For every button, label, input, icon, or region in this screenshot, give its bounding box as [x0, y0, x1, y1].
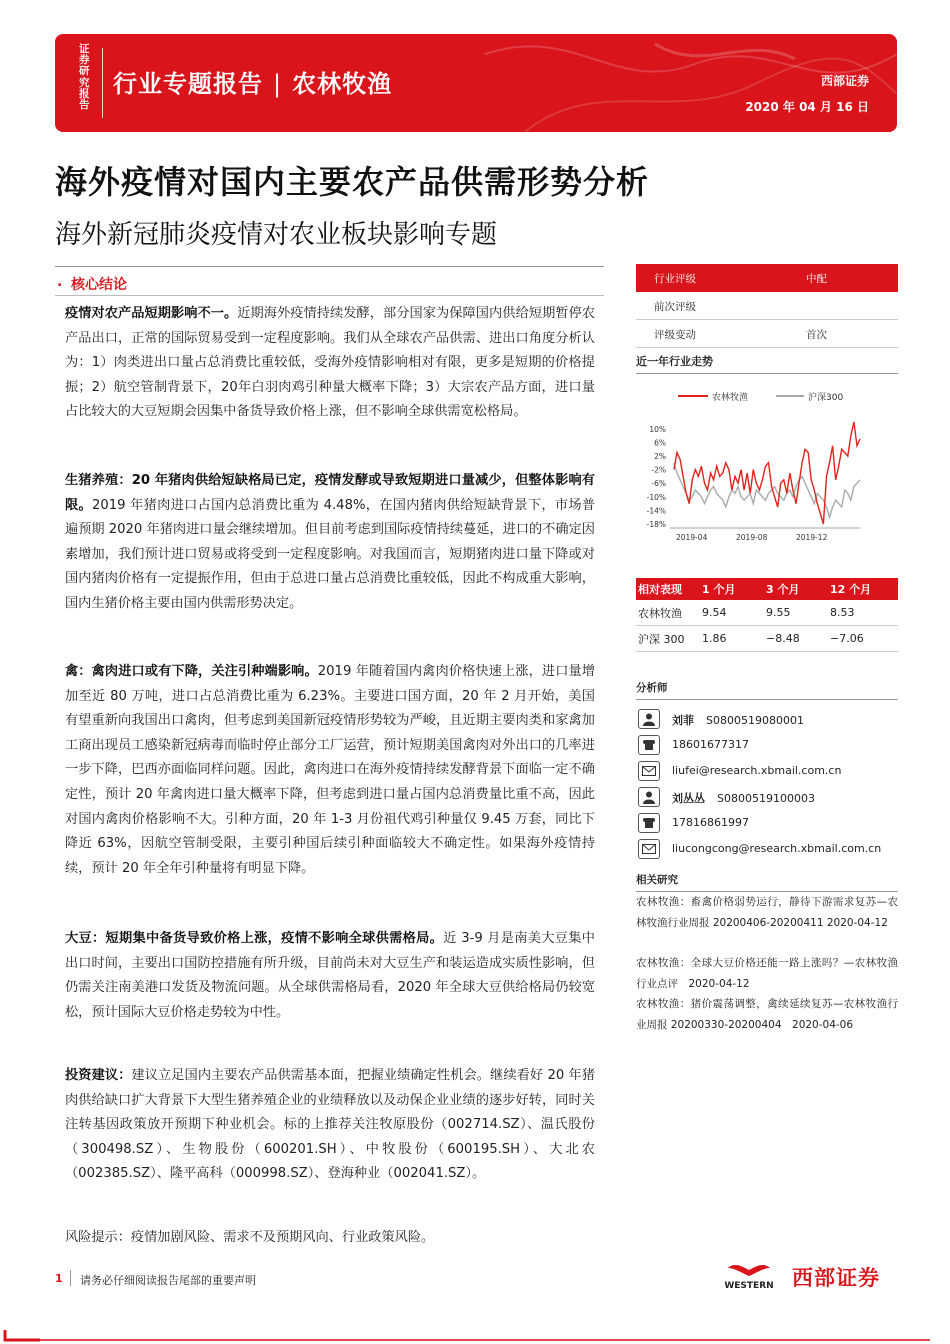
report-type: 行业专题报告	[113, 70, 263, 98]
x-tick-label: 2019-08	[736, 533, 768, 542]
analyst-email[interactable]: liucongcong@research.xbmail.com.cn	[672, 842, 882, 855]
paragraph-body: 建议立足国内主要农产品供需基本面，把握业绩确定性机会。继续看好 20 年猪肉供给缺口扩大背景下大型生猪养殖企业的业绩释放以及动保企业业绩的逐步好转，同时关注转基因政策放开预期下种业机会。标的上推荐关注牧原股份（002714.SZ）、温氏股份（300498.SZ）、生物股份（600201.SH）、中牧股份（600195.SH）、大北农（002385.SZ）、隆平高科（000998.SZ）、登海种业（002041.SZ）。	[65, 1068, 595, 1182]
paragraph-body: 近 3-9 月是南美大豆集中出口时间，主要出口国防控措施有所升级，目前尚未对大豆生产和装运造成实质性影响，但仍需关注南美港口发货及物流问题。从全球供需格局看，2020 年全球大豆供给格局仍较宽松，预计国际大豆价格走势较为中性。	[65, 931, 595, 1020]
paragraph-lead: 生猪养殖：20 年猪肉供给短缺格局已定，疫情发酵或导致短期进口量减少，但整体影响有限。	[65, 473, 595, 513]
header-cell: 1 个月	[702, 583, 736, 596]
y-tick-label: 2%	[654, 452, 666, 461]
page-number: 1	[55, 1272, 63, 1285]
legend-label-hs300: 沪深300	[808, 393, 844, 403]
paragraph-pig	[65, 469, 595, 617]
rating-value: 首次	[806, 329, 827, 341]
person-icon	[638, 787, 660, 807]
rating-row	[636, 292, 898, 320]
series	[674, 422, 860, 524]
paragraph-body: 2019 年猪肉进口占国内总消费比重为 4.48%，在国内猪肉供给短缺背景下，市场普遍预期 2020 年猪肉进口量会继续增加。但目前考虑到国际疫情持续蔓延，进口的不确定因素增加，我们预计进口贸易或将受到一定程度影响。对我国而言，短期猪肉进口量下降或对国内猪肉价格有一定提振作用，但由于总进口量占总消费比重较低，因此不构成重大影响，国内生猪价格主要由国内供需形势决定。	[65, 497, 596, 611]
analyst-name-row	[636, 708, 898, 732]
table-row	[636, 626, 898, 652]
related-item[interactable]: 农林牧渔：畜禽价格弱势运行，静待下游需求复苏—农林牧渔行业周报 20200406-20200411 2020-04-12	[636, 896, 898, 929]
rating-table	[636, 264, 898, 348]
analyst-info	[672, 712, 804, 728]
table-cell: 9.55	[766, 606, 791, 619]
analyst-info	[672, 790, 815, 806]
firm-name: 西部证券	[820, 74, 869, 88]
industry-name: 农林牧渔	[292, 70, 393, 98]
paragraph-lead: 疫情对农产品短期影响不一。	[65, 306, 238, 321]
analyst-phone-row	[636, 812, 898, 836]
trend-chart	[636, 378, 898, 550]
analyst-name-row	[636, 786, 898, 810]
analyst-phone: 17816861997	[672, 816, 749, 829]
report-type-title	[113, 64, 392, 99]
table-cell: 9.54	[702, 606, 727, 619]
legend	[678, 391, 843, 403]
y-tick-label: 10%	[649, 424, 666, 434]
y-tick-label: 6%	[654, 438, 666, 448]
performance-table	[636, 578, 898, 652]
person-icon	[638, 709, 660, 729]
table-cell: 1.86	[702, 632, 727, 645]
analyst-name: 刘菲	[672, 714, 694, 727]
sub-title: 海外新冠肺炎疫情对农业板块影响专题	[55, 220, 498, 250]
paragraph-lead: 大豆：短期集中备货导致价格上涨，疫情不影响全球供需格局。	[65, 931, 444, 946]
report-class-label: 证券研究报告	[79, 43, 90, 112]
rating-key: 评级变动	[654, 329, 696, 341]
y-tick-label: -2%	[651, 465, 666, 475]
paragraph-body: 近期海外疫情持续发酵，部分国家为保障国内供给短期暂停农产品出口，正常的国际贸易受到一定程度影响。我们从全球农产品供需、进出口角度分析认为：1）肉类进出口量占总消费比重较低，受海外疫情影响相对有限，更多是短期的价格提振；2）航空管制背景下，20年白羽肉鸡引种量大概率下降；3）大宗农产品方面，进口量占比较大的大豆短期会因集中备货导致价格上涨，但不影响全球供需宽松格局。	[65, 306, 596, 420]
core-conclusion-header	[55, 266, 604, 296]
email-icon	[638, 761, 660, 781]
table-cell: 8.53	[830, 606, 855, 619]
analyst-email[interactable]: liufei@research.xbmail.com.cn	[672, 764, 842, 777]
header-banner	[55, 34, 897, 132]
analyst-title: 分析师	[636, 680, 898, 700]
performance-header	[636, 578, 898, 600]
phone-icon	[638, 735, 660, 755]
header-divider	[102, 48, 103, 118]
x-axis	[676, 533, 828, 542]
footer-brand: 西部证券	[792, 1266, 880, 1290]
analyst-email-row	[636, 760, 898, 784]
title-separator: |	[273, 70, 283, 98]
rating-row	[636, 320, 898, 348]
x-tick-label: 2019-04	[676, 533, 708, 542]
x-tick-label: 2019-12	[796, 533, 828, 542]
core-conclusion-label: 核心结论	[71, 277, 127, 293]
paragraph-risk: 风险提示：疫情加剧风险、需求不及预期风向、行业政策风险。	[65, 1230, 435, 1245]
paragraph-impact	[65, 302, 595, 425]
analyst-phone-row	[636, 734, 898, 758]
table-cell: 沪深 300	[638, 632, 685, 646]
report-date: 2020 年 04 月 16 日	[745, 100, 869, 114]
header-cell: 3 个月	[766, 583, 800, 596]
related-item[interactable]: 农林牧渔：全球大豆价格还能一路上涨吗？—农林牧渔行业点评 2020-04-12	[636, 957, 898, 990]
rating-value: 中配	[806, 273, 827, 285]
footer-divider	[70, 1270, 71, 1286]
legend-label-agri: 农林牧渔	[712, 393, 749, 403]
header-cell: 相对表现	[638, 583, 682, 596]
paragraph-lead: 投资建议：	[65, 1068, 132, 1083]
trend-title: 近一年行业走势	[636, 353, 898, 374]
table-cell: −7.06	[830, 632, 864, 645]
main-title: 海外疫情对国内主要农产品供需形势分析	[55, 163, 650, 201]
paragraph-investment	[65, 1064, 595, 1187]
paragraph-soybean	[65, 927, 595, 1025]
paragraph-poultry	[65, 660, 595, 881]
analyst-id: S0800519080001	[706, 714, 804, 727]
related-research-title: 相关研究	[636, 872, 898, 892]
western-logo	[720, 1262, 778, 1294]
analyst-name: 刘丛丛	[672, 792, 705, 805]
y-tick-label: -14%	[646, 506, 666, 516]
analyst-phone: 18601677317	[672, 738, 749, 751]
paragraph-body: 2019 年随着国内禽肉价格快速上涨，进口量增加至近 80 万吨，进口占总消费比重为 6.23%。主要进口国方面，20 年 2 月开始，美国有望重新向我国出口禽肉，但考虑到美国新冠疫情形势较为严峻，且近期主要肉类和家禽加工商出现员工感染新冠病毒而临时停止部分工厂运营，预计短期美国禽肉对外出口的几率进一步下降，巴西亦面临同样问题。因此，禽肉进口在海外疫情持续发酵背景下面临一定不确定性，预计 20 年禽肉进口量大概率下降，但考虑到进口量占国内总消费量比重不高，因此对国内禽肉价格影响不大。引种方面，20 年 1-3 月份祖代鸡引种量仅 9.45 万套，同比下降近 63%，因航空管制受限，主要引种国后续引种面临较大不确定性。如果海外疫情持续，预计 20 年全年引种量将有明显下降。	[65, 664, 595, 876]
rating-key: 前次评级	[654, 301, 696, 313]
paragraph-lead: 禽：禽肉进口或有下降，关注引种端影响。	[65, 664, 318, 679]
table-cell: 农林牧渔	[638, 606, 682, 620]
rating-key: 行业评级	[654, 273, 696, 285]
rating-row	[636, 264, 898, 292]
y-tick-label: -10%	[646, 492, 666, 502]
table-row	[636, 600, 898, 626]
analyst-email-row	[636, 838, 898, 862]
footer-disclaimer: 请务必仔细阅读报告尾部的重要声明	[80, 1274, 256, 1287]
footer-rule	[0, 1330, 950, 1344]
table-cell: −8.48	[766, 632, 800, 645]
related-item[interactable]: 农林牧渔：猪价震荡调整，禽续延续复苏—农林牧渔行业周报 20200330-20200404 2020-04-06	[636, 998, 898, 1031]
email-icon	[638, 839, 660, 859]
logo-text: WESTERN	[724, 1281, 774, 1291]
y-tick-label: -6%	[651, 479, 666, 489]
analyst-id: S0800519100003	[717, 792, 815, 805]
bullet-dot: .	[57, 274, 63, 290]
y-tick-label: -18%	[646, 520, 666, 529]
header-cell: 12 个月	[830, 583, 872, 596]
phone-icon	[638, 813, 660, 833]
